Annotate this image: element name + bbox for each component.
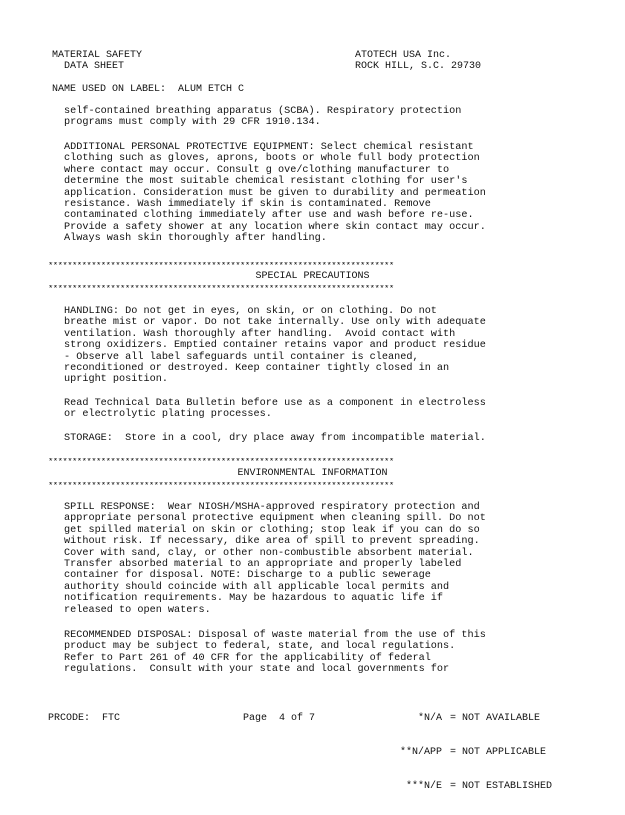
name-used-on-label: NAME USED ON LABEL: ALUM ETCH C — [52, 84, 245, 95]
page-number: Page 4 of 7 — [243, 713, 316, 724]
spill-response-paragraph: SPILL RESPONSE: Wear NIOSH/MSHA-approved respiratory protection and appropriate personal protective equipment when cleaning spill. Do not get spilled material on skin or clothing; stop leak if you can do so without risk. If necessary, dike area of spill to prevent spreading. Cover with sand, clay, or other non-combustible absorbent material. Transfer absorbed material to an appropriate and properly labeled container for disposal. NOTE: Discharge to a public sewerage authority should coincide with all applicable local permits and notification requirements. May be hazardous to aquatic life if released to open waters. — [64, 502, 486, 616]
divider-stars: ************************************************************************ — [48, 458, 394, 467]
intro-paragraph: self-contained breathing apparatus (SCBA). Respiratory protection programs must comply with 29 CFR 1910.134. — [64, 106, 462, 129]
legend-row — [372, 781, 552, 792]
product-code: PRCODE: FTC — [48, 713, 121, 724]
abbreviation-legend — [372, 690, 552, 815]
ppe-paragraph: ADDITIONAL PERSONAL PROTECTIVE EQUIPMENT: Select chemical resistant clothing such as gloves, aprons, boots or whole full body protection where contact may occur. Consult g ove/clothing manufacturer to determine the most suitable chemical resistant clothing for user's application. Consideration must be given to durability and permeation resistance. Wash immediately if skin is contaminated. Remove contaminated clothing immediately after use and wash before re-use. Provide a safety shower at any location where skin contact may occur. Always wash skin thoroughly after handling. — [64, 142, 486, 245]
handling-paragraph: HANDLING: Do not get in eyes, on skin, or on clothing. Do not breathe mist or vapor. Do not take internally. Use only with adequate ventilation. Wash thoroughly after handling. Avoid contact with strong oxidizers. Emptied container retains vapor and product residue - Observe all label safeguards until container is cleaned, reconditioned or destroyed. Keep container tightly closed in an upright position. — [64, 306, 486, 386]
legend-code: *N/A — [417, 712, 442, 724]
storage-paragraph: STORAGE: Store in a cool, dry place away from incompatible material. — [64, 433, 486, 444]
document-title — [52, 50, 142, 72]
company-address: ROCK HILL, S.C. 29730 — [355, 61, 482, 72]
legend-description: = NOT ESTABLISHED — [450, 781, 553, 793]
company-block — [355, 50, 481, 72]
legend-description: = NOT APPLICABLE — [450, 747, 547, 759]
doc-title-line2: DATA SHEET — [64, 61, 125, 72]
company-name: ATOTECH USA Inc. — [355, 50, 452, 61]
disposal-paragraph: RECOMMENDED DISPOSAL: Disposal of waste material from the use of this product may be subject to federal, state, and local regulations. Refer to Part 261 of 40 CFR for the applicability of federal regulations. Consult with your state and local governments for — [64, 630, 486, 676]
section-title-special-precautions: SPECIAL PRECAUTIONS — [255, 271, 370, 282]
bulletin-paragraph: Read Technical Data Bulletin before use as a component in electroless or electrolytic plating processes. — [64, 398, 486, 421]
fax-header-line — [22, 8, 603, 15]
doc-title-line1: MATERIAL SAFETY — [52, 50, 143, 61]
divider-stars: ************************************************************************ — [48, 285, 394, 294]
divider-stars: ************************************************************************ — [48, 262, 394, 271]
legend-row — [372, 747, 552, 758]
divider-stars: ************************************************************************ — [48, 482, 394, 491]
legend-row — [372, 713, 552, 724]
legend-code: **N/APP — [399, 747, 442, 759]
legend-code: ***N/E — [405, 781, 442, 793]
legend-description: = NOT AVAILABLE — [450, 712, 541, 724]
section-title-environmental: ENVIRONMENTAL INFORMATION — [237, 468, 388, 479]
